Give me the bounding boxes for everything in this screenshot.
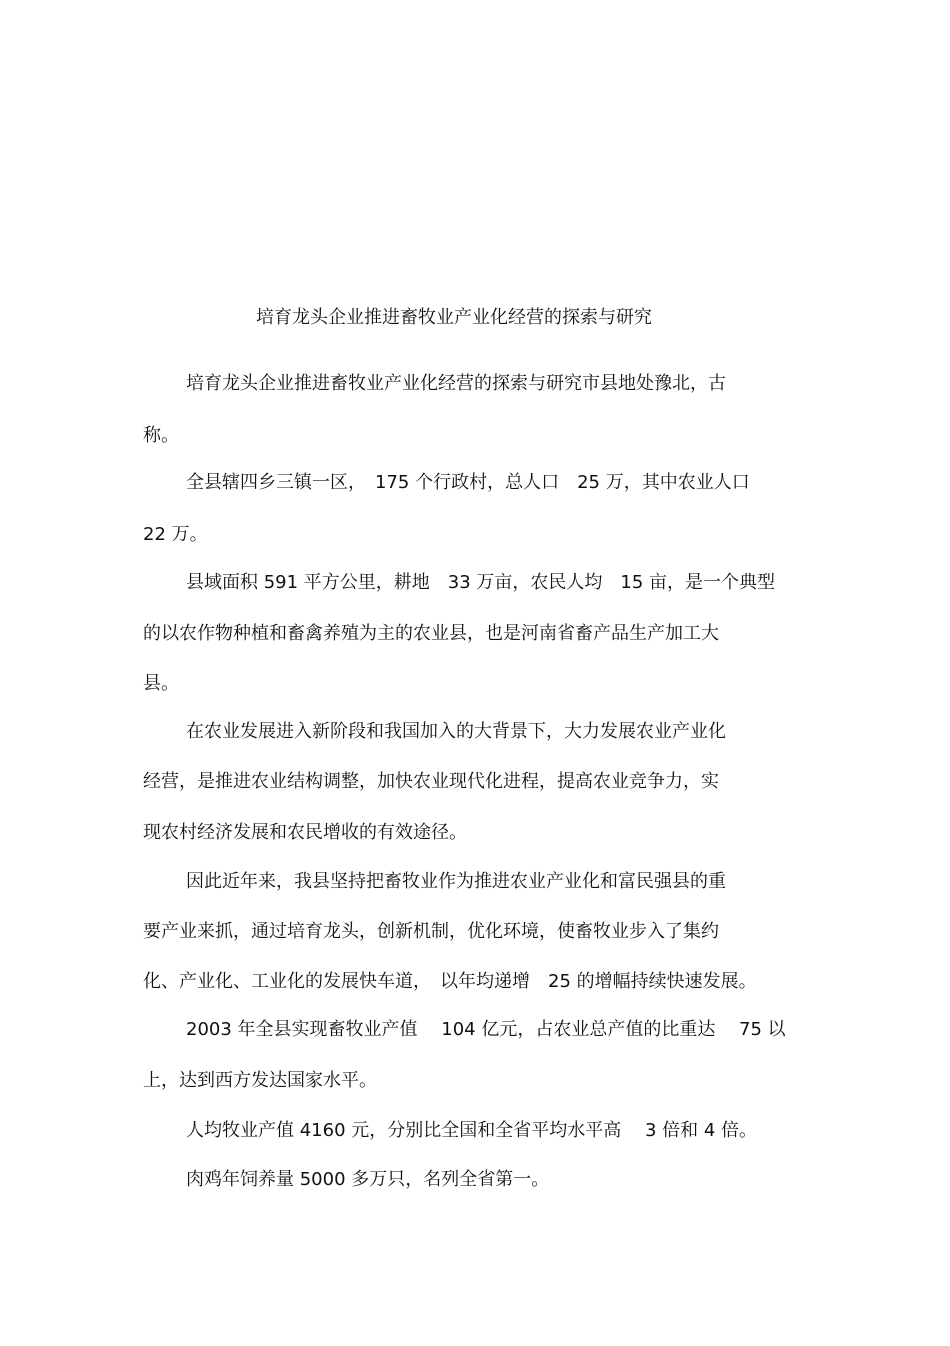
- paragraph-line: 县域面积 591 平方公里，耕地 33 万亩，农民人均 15 亩，是一个典型: [186, 572, 776, 593]
- document-title: 培育龙头企业推进畜牧业产业化经营的探索与研究: [256, 307, 652, 328]
- paragraph-line: 2003 年全县实现畜牧业产值 104 亿元，占农业总产值的比重达 75 以: [186, 1019, 786, 1040]
- paragraph-line: 因此近年来，我县坚持把畜牧业作为推进农业产业化和富民强县的重: [186, 871, 726, 892]
- paragraph-line: 化、产业化、工业化的发展快车道， 以年均递增 25 的增幅持续快速发展。: [143, 971, 757, 992]
- paragraph-line: 要产业来抓，通过培育龙头，创新机制，优化环境，使畜牧业步入了集约: [143, 921, 719, 942]
- paragraph-line: 人均牧业产值 4160 元，分别比全国和全省平均水平高 3 倍和 4 倍。: [186, 1120, 758, 1141]
- paragraph-line: 培育龙头企业推进畜牧业产业化经营的探索与研究市县地处豫北，古: [186, 373, 726, 394]
- paragraph-line: 县。: [143, 673, 179, 694]
- paragraph-line: 全县辖四乡三镇一区， 175 个行政村，总人口 25 万，其中农业人口: [186, 472, 750, 493]
- paragraph-line: 经营，是推进农业结构调整，加快农业现代化进程，提高农业竞争力，实: [143, 771, 719, 792]
- paragraph-line: 的以农作物种植和畜禽养殖为主的农业县，也是河南省畜产品生产加工大: [143, 623, 719, 644]
- paragraph-line: 上，达到西方发达国家水平。: [143, 1070, 377, 1091]
- paragraph-line: 22 万。: [143, 524, 208, 545]
- paragraph-line: 肉鸡年饲养量 5000 多万只，名列全省第一。: [186, 1169, 550, 1190]
- paragraph-line: 在农业发展进入新阶段和我国加入的大背景下，大力发展农业产业化: [186, 721, 726, 742]
- paragraph-line: 现农村经济发展和农民增收的有效途径。: [143, 822, 467, 843]
- paragraph-line: 称。: [143, 425, 179, 446]
